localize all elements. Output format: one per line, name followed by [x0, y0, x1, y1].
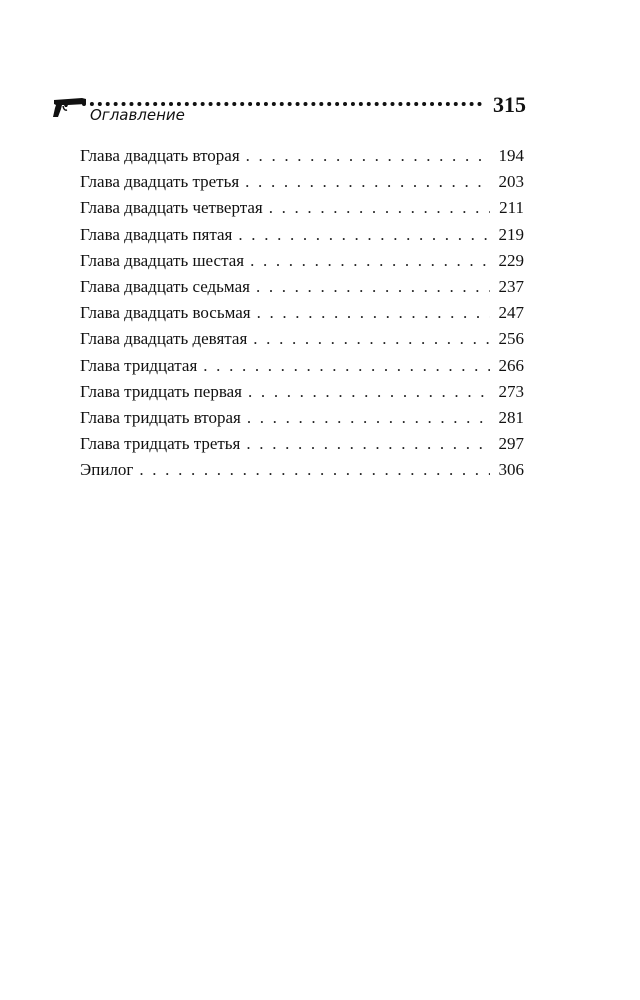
- toc-dot-leader: [139, 460, 490, 480]
- toc-entry[interactable]: [80, 146, 524, 172]
- toc-entry[interactable]: [80, 277, 524, 303]
- toc-entry-title: Глава тридцать третья: [80, 434, 241, 454]
- toc-entry[interactable]: [80, 198, 524, 224]
- toc-dot-leader: [256, 277, 490, 297]
- toc-dot-leader: [246, 146, 490, 166]
- toc-entry-title: Глава двадцать седьмая: [80, 276, 250, 296]
- toc-entry-title: Глава двадцать четвертая: [80, 198, 263, 218]
- page-number: 315: [493, 92, 526, 117]
- toc-entry[interactable]: [80, 460, 524, 486]
- toc-entry[interactable]: [80, 356, 524, 382]
- toc-entry-title: Глава тридцать первая: [80, 381, 243, 401]
- toc-entry-page: 237: [498, 276, 524, 296]
- toc-entry-title: Глава двадцать шестая: [80, 250, 245, 270]
- toc-entry[interactable]: [80, 303, 524, 329]
- toc-entry[interactable]: [80, 408, 524, 434]
- running-header: [52, 92, 530, 128]
- toc-entry[interactable]: [80, 329, 524, 355]
- toc-dot-leader: [246, 434, 490, 454]
- toc-entry[interactable]: [80, 225, 524, 251]
- toc-dot-leader: [269, 198, 490, 218]
- toc-dot-leader: [203, 356, 490, 376]
- toc-dot-leader: [238, 225, 490, 245]
- toc-entry-page: 194: [498, 146, 524, 165]
- toc-dot-leader: [248, 382, 490, 402]
- toc-entry-page: 229: [498, 250, 524, 270]
- toc-dot-leader: [247, 408, 490, 428]
- revolver-icon: [52, 96, 88, 118]
- toc-entry-title: Глава двадцать пятая: [80, 224, 233, 244]
- toc-entry-page: 266: [498, 355, 524, 375]
- toc-dot-leader: [253, 329, 490, 349]
- section-title: Оглавление: [90, 106, 185, 124]
- toc-entry-title: Глава тридцать вторая: [80, 407, 241, 427]
- toc-entry-title: Глава двадцать третья: [80, 172, 240, 192]
- toc-entry-page: 281: [498, 407, 524, 427]
- toc-entry[interactable]: [80, 382, 524, 408]
- toc-entry-title: Глава двадцать восьмая: [80, 303, 251, 323]
- toc-entry-page: 306: [498, 460, 524, 480]
- toc-dot-leader: [245, 172, 490, 192]
- toc-entry-title: Глава двадцать девятая: [80, 329, 248, 349]
- toc-entry-page: 211: [499, 198, 524, 218]
- toc-entry[interactable]: [80, 172, 524, 198]
- toc-entry[interactable]: [80, 251, 524, 277]
- toc-entry[interactable]: [80, 434, 524, 460]
- toc-entry-title: Глава двадцать вторая: [80, 146, 240, 165]
- toc-entry-page: 297: [498, 434, 524, 454]
- table-of-contents: [80, 146, 524, 486]
- toc-entry-title: Глава тридцатая: [80, 355, 198, 375]
- toc-dot-leader: [257, 303, 490, 323]
- toc-entry-page: 219: [498, 224, 524, 244]
- toc-entry-page: 203: [498, 172, 524, 192]
- toc-entry-title: Эпилог: [80, 460, 134, 480]
- toc-entry-page: 273: [498, 381, 524, 401]
- toc-dot-leader: [250, 251, 490, 271]
- toc-entry-page: 256: [498, 329, 524, 349]
- toc-entry-page: 247: [498, 303, 524, 323]
